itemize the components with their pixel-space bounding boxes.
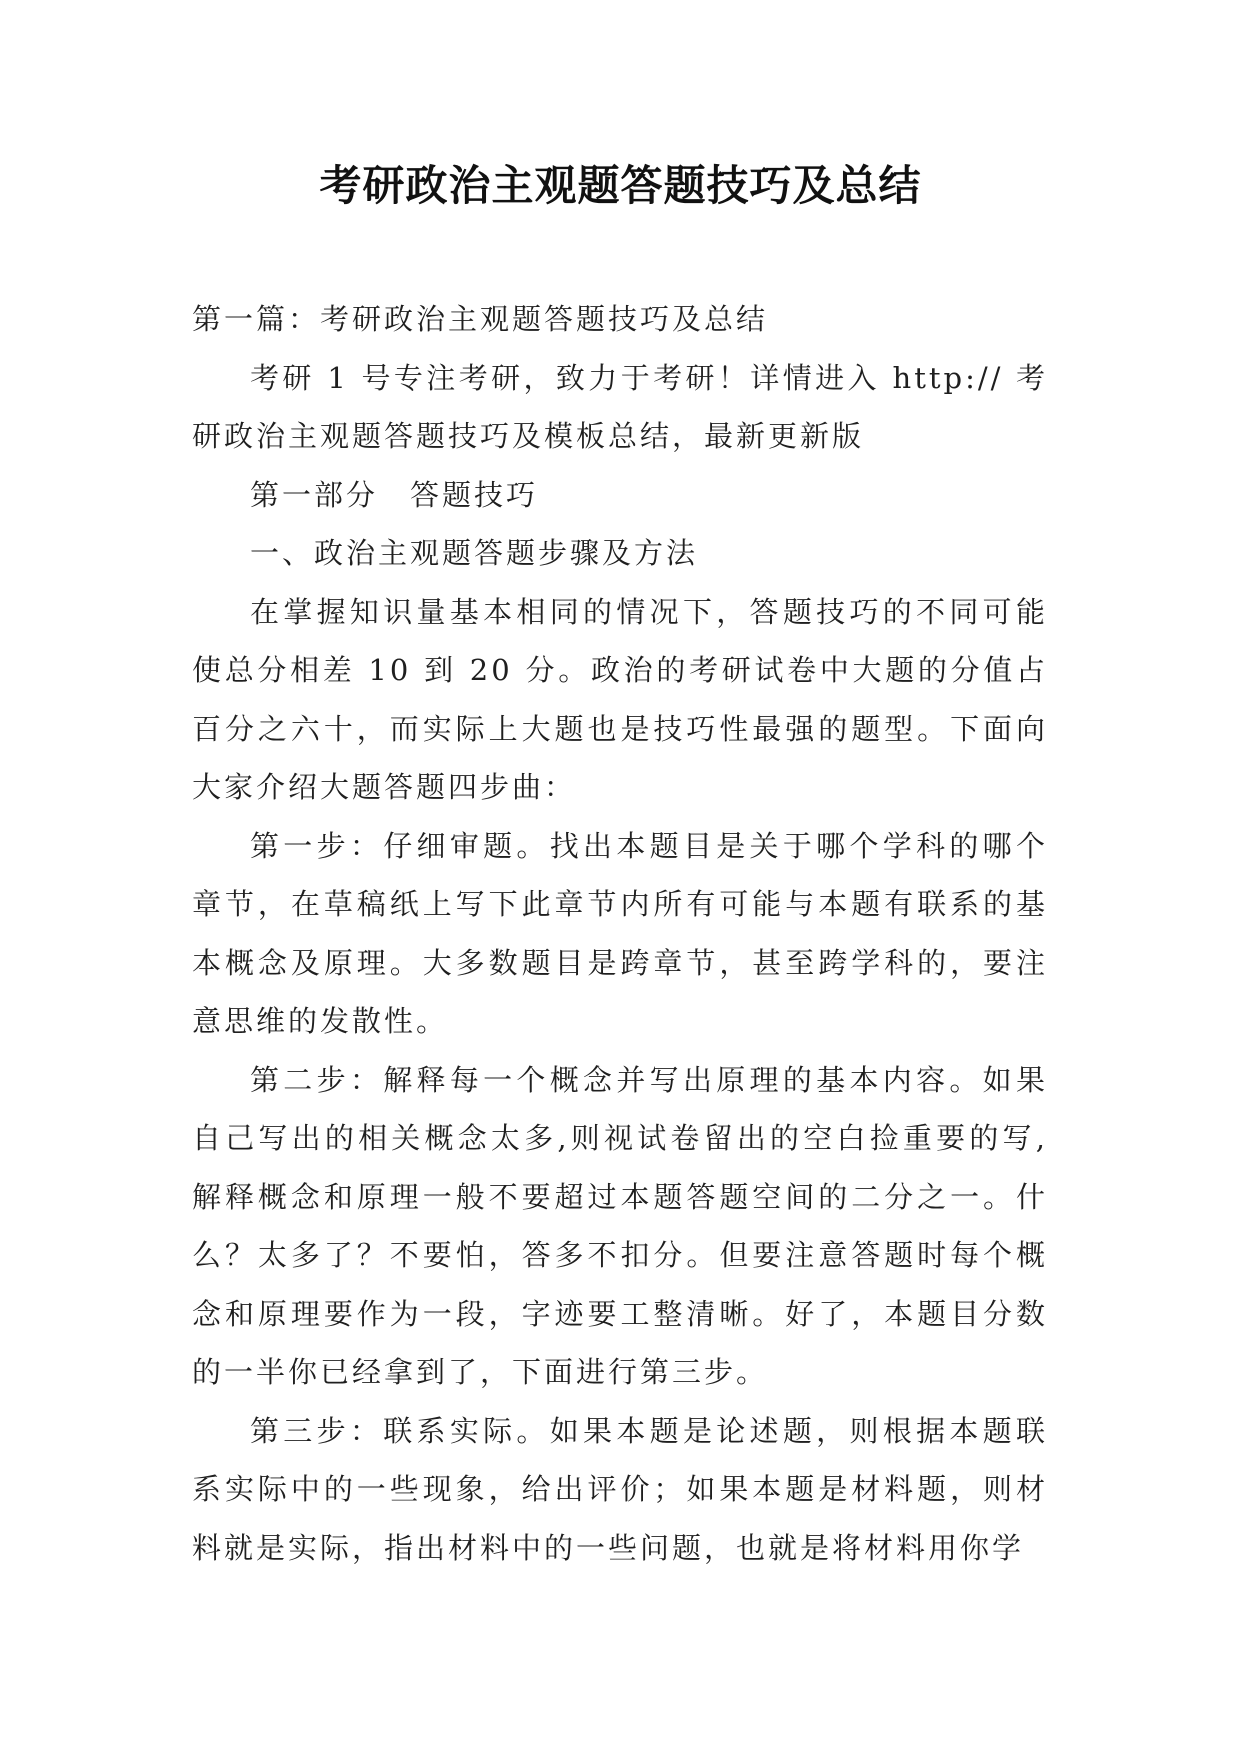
paragraph-chapter-heading: 第一篇：考研政治主观题答题技巧及总结 [192,302,769,336]
document-title: 考研政治主观题答题技巧及总结 [319,161,922,210]
paragraph-section-heading: 一、政治主观题答题步骤及方法 [250,536,699,570]
paragraph-source-note: 考研 1 号专注考研，致力于考研！详情进入 http:// 考研政治主观题答题技巧及模板总结，最新更新版 [192,360,1048,453]
paragraph-intro: 在掌握知识量基本相同的情况下，答题技巧的不同可能使总分相差 10 到 20 分。政治的考研试卷中大题的分值占百分之六十，而实际上大题也是技巧性最强的题型。下面向大家介绍大题答题四步曲： [192,594,1048,804]
paragraph-part-heading: 第一部分 答题技巧 [250,477,539,512]
document-body [192,290,1048,1577]
paragraph-step-three: 第三步：联系实际。如果本题是论述题，则根据本题联系实际中的一些现象，给出评价；如果本题是材料题，则材料就是实际，指出材料中的一些问题，也就是将材料用你学 [192,1413,1048,1565]
paragraph-step-two: 第二步：解释每一个概念并写出原理的基本内容。如果自己写出的相关概念太多,则视试卷留出的空白捡重要的写,解释概念和原理一般不要超过本题答题空间的二分之一。什么？太多了？不要怕，答多不扣分。但要注意答题时每个概念和原理要作为一段，字迹要工整清晰。好了，本题目分数的一半你已经拿到了，下面进行第三步。 [192,1062,1048,1389]
paragraph-step-one: 第一步：仔细审题。找出本题目是关于哪个学科的哪个章节，在草稿纸上写下此章节内所有可能与本题有联系的基本概念及原理。大多数题目是跨章节，甚至跨学科的，要注意思维的发散性。 [192,828,1048,1038]
